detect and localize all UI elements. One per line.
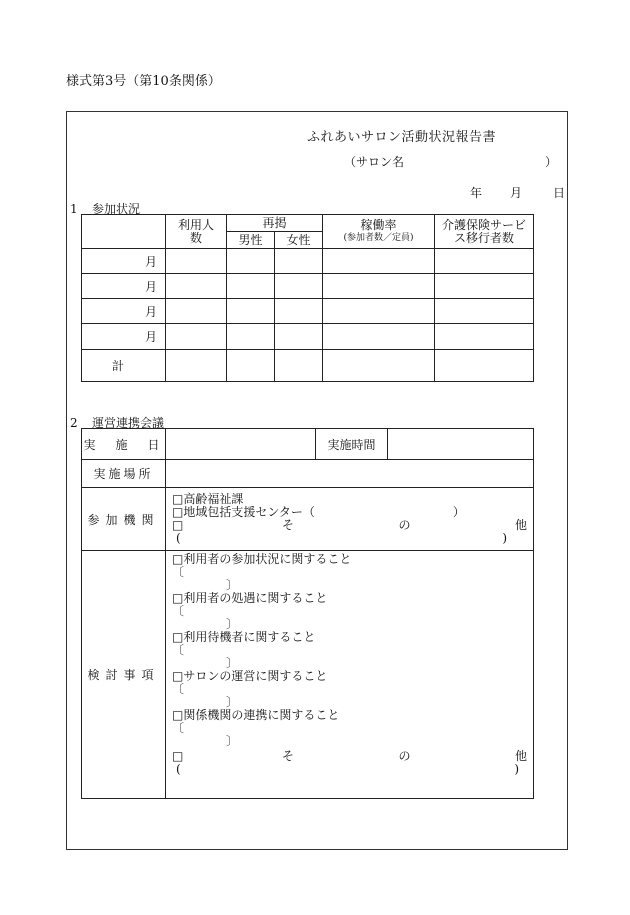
participating-orgs-label: 参加機関 bbox=[82, 488, 166, 551]
paren-close: ) bbox=[514, 762, 519, 776]
topic-bracket-open: 〔 bbox=[172, 682, 185, 696]
meeting-date-value[interactable] bbox=[166, 429, 316, 460]
org-option-community-center-label: □地域包括支援センター（ bbox=[172, 505, 315, 519]
cell-users[interactable] bbox=[166, 350, 227, 382]
checkbox: □ bbox=[172, 518, 184, 532]
header-blank-cell bbox=[82, 215, 166, 249]
topic-bracket-open: 〔 bbox=[172, 643, 185, 657]
discussion-topics bbox=[166, 551, 534, 799]
topic-bracket-close: 〕 bbox=[226, 617, 239, 631]
header-rate-main: 稼働率 bbox=[360, 217, 397, 232]
section1-title: 参加状況 bbox=[92, 202, 141, 216]
paren-open: ( bbox=[176, 762, 181, 776]
cell-male[interactable] bbox=[227, 274, 275, 299]
topic-bracket-close: 〕 bbox=[226, 695, 239, 709]
cell-female[interactable] bbox=[275, 274, 323, 299]
cell-male[interactable] bbox=[227, 324, 275, 350]
participating-orgs bbox=[166, 488, 534, 551]
table-row bbox=[82, 299, 534, 324]
topic-bracket-close: 〕 bbox=[226, 734, 239, 748]
topic-option[interactable]: □関係機関の連携に関すること bbox=[172, 708, 340, 722]
report-title: ふれあいサロン活動状況報告書 bbox=[306, 130, 496, 145]
total-row bbox=[82, 350, 534, 382]
cell-female[interactable] bbox=[275, 324, 323, 350]
cell-rate[interactable] bbox=[323, 350, 435, 382]
cell-female[interactable] bbox=[275, 249, 323, 274]
meeting-table bbox=[81, 428, 534, 799]
other-no: の bbox=[398, 518, 411, 532]
salon-name-label: （サロン名 bbox=[344, 155, 405, 169]
paren-close: ） bbox=[452, 505, 465, 519]
topic-bracket-open: 〔 bbox=[172, 604, 185, 618]
cell-male[interactable] bbox=[227, 299, 275, 324]
total-label: 計 bbox=[82, 350, 166, 382]
salon-name-close: ） bbox=[545, 155, 558, 169]
other-so: そ bbox=[282, 749, 295, 763]
header-rate-sub: (参加者数／定員) bbox=[343, 232, 414, 243]
other-ta: 他 bbox=[515, 518, 528, 532]
cell-users[interactable] bbox=[166, 324, 227, 350]
cell-rate[interactable] bbox=[323, 299, 435, 324]
paren-open: ( bbox=[176, 531, 181, 545]
cell-rate[interactable] bbox=[323, 274, 435, 299]
topic-option[interactable]: □サロンの運営に関すること bbox=[172, 669, 328, 683]
org-option-elderly-welfare[interactable]: □高齢福祉課 bbox=[172, 492, 244, 506]
table-row bbox=[82, 249, 534, 274]
cell-users[interactable] bbox=[166, 299, 227, 324]
topic-option[interactable]: □利用待機者に関すること bbox=[172, 630, 316, 644]
month-label: 月 bbox=[82, 274, 166, 299]
topic-option[interactable]: □利用者の処遇に関すること bbox=[172, 591, 328, 605]
cell-female[interactable] bbox=[275, 299, 323, 324]
header-male: 男性 bbox=[227, 232, 275, 249]
header-reprint: 再掲 bbox=[227, 215, 323, 232]
table-row bbox=[82, 324, 534, 350]
cell-users[interactable] bbox=[166, 249, 227, 274]
cell-male[interactable] bbox=[227, 249, 275, 274]
cell-male[interactable] bbox=[227, 350, 275, 382]
month-label: 月 bbox=[82, 299, 166, 324]
section1-number: 1 bbox=[70, 202, 78, 216]
topic-bracket-open: 〔 bbox=[172, 565, 185, 579]
topic-bracket-close: 〕 bbox=[226, 656, 239, 670]
org-option-other[interactable] bbox=[172, 519, 527, 532]
date-year-label: 年 bbox=[470, 186, 483, 200]
cell-care[interactable] bbox=[435, 350, 534, 382]
meeting-time-label: 実施時間 bbox=[316, 429, 388, 460]
meeting-time-value[interactable] bbox=[388, 429, 534, 460]
meeting-place-label: 実施場所 bbox=[82, 460, 166, 488]
discussion-topics-label: 検討事項 bbox=[82, 551, 166, 799]
cell-care[interactable] bbox=[435, 299, 534, 324]
month-label: 月 bbox=[82, 249, 166, 274]
topic-option[interactable]: □利用者の参加状況に関すること bbox=[172, 552, 352, 566]
meeting-date-label: 実 施 日 bbox=[82, 429, 166, 460]
other-so: そ bbox=[282, 518, 295, 532]
section2-title: 運営連携会議 bbox=[92, 416, 165, 430]
cell-rate[interactable] bbox=[323, 249, 435, 274]
topic-bracket-close: 〕 bbox=[226, 578, 239, 592]
date-day-label: 日 bbox=[553, 186, 566, 200]
table-row bbox=[82, 274, 534, 299]
paren-close: ) bbox=[502, 531, 507, 545]
cell-female[interactable] bbox=[275, 350, 323, 382]
cell-care[interactable] bbox=[435, 324, 534, 350]
meeting-place-value[interactable] bbox=[166, 460, 534, 488]
cell-care[interactable] bbox=[435, 249, 534, 274]
month-label: 月 bbox=[82, 324, 166, 350]
header-users: 利用人数 bbox=[166, 215, 227, 249]
org-option-community-center[interactable] bbox=[172, 506, 527, 519]
org-other-parens bbox=[172, 532, 527, 545]
cell-care[interactable] bbox=[435, 274, 534, 299]
section2-number: 2 bbox=[70, 416, 78, 430]
header-care-transition: 介護保険サービス移行者数 bbox=[435, 215, 534, 249]
cell-rate[interactable] bbox=[323, 324, 435, 350]
date-month-label: 月 bbox=[510, 186, 523, 200]
header-rate bbox=[323, 215, 435, 249]
other-ta: 他 bbox=[515, 749, 528, 763]
form-id: 様式第3号（第10条関係） bbox=[66, 74, 221, 89]
topic-option-other[interactable] bbox=[172, 750, 527, 763]
topic-other-parens bbox=[172, 763, 527, 776]
topic-bracket-open: 〔 bbox=[172, 721, 185, 735]
header-female: 女性 bbox=[275, 232, 323, 249]
cell-users[interactable] bbox=[166, 274, 227, 299]
other-no: の bbox=[398, 749, 411, 763]
participation-table bbox=[81, 214, 534, 382]
checkbox: □ bbox=[172, 749, 184, 763]
